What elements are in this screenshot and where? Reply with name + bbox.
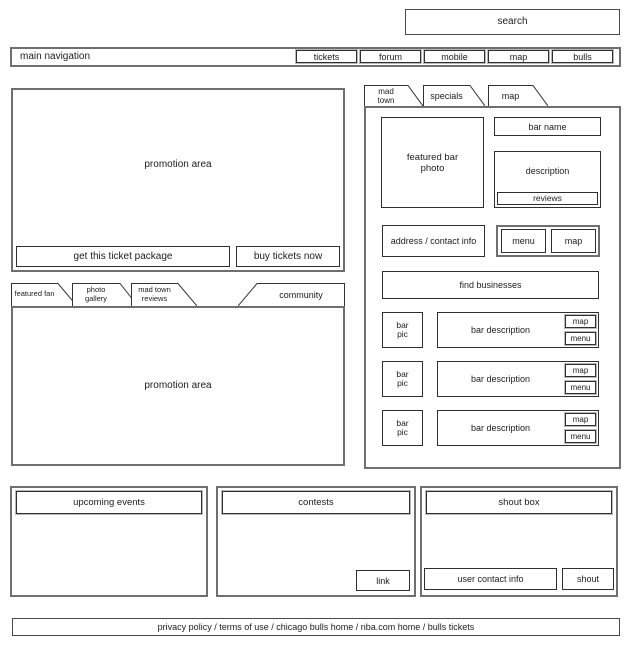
bar-menu-button[interactable]: menu: [565, 381, 596, 394]
tab-specials-label: specials: [430, 90, 463, 101]
bar-pic-label: bar pic: [396, 368, 409, 388]
shout-box-header: shout box: [426, 491, 612, 514]
bar-map-button[interactable]: map: [565, 364, 596, 377]
shout-box-panel: [420, 486, 618, 597]
map-button[interactable]: map: [551, 229, 596, 253]
reviews-button[interactable]: reviews: [497, 192, 598, 205]
featured-bar-photo: [381, 117, 484, 208]
upcoming-events-header: upcoming events: [16, 491, 202, 514]
bar-pic: [382, 312, 423, 348]
tab-community-label: community: [279, 289, 323, 300]
main-navigation-bar: [10, 47, 621, 67]
tab-photo-gallery[interactable]: [72, 283, 138, 306]
bar-description: [437, 361, 599, 397]
bar-pic: [382, 410, 423, 446]
menu-map-container: [496, 225, 600, 257]
tab-map[interactable]: [488, 85, 548, 106]
promo-area-2-label: promotion area: [144, 380, 212, 391]
tab-community[interactable]: [238, 283, 345, 306]
menu-button[interactable]: menu: [501, 229, 546, 253]
tab-map-label: map: [501, 90, 520, 101]
bar-menu-button[interactable]: menu: [565, 332, 596, 345]
description-label: description: [525, 166, 570, 176]
search-input[interactable]: search: [405, 9, 620, 35]
buy-tickets-now-button[interactable]: buy tickets now: [236, 246, 340, 267]
bar-map-button[interactable]: map: [565, 413, 596, 426]
contests-panel: [216, 486, 416, 597]
bar-pic: [382, 361, 423, 397]
tab-specials[interactable]: [423, 85, 485, 106]
promo-area-1-label: promotion area: [144, 159, 212, 170]
promo-area-1: [11, 88, 345, 272]
footer-links[interactable]: privacy policy / terms of use / chicago bulls home / nba.com home / bulls tickets: [12, 618, 620, 636]
upcoming-events-panel: [10, 486, 208, 597]
tab-mad-town-reviews-label: mad town reviews: [138, 285, 171, 303]
bar-pic-label: bar pic: [396, 319, 409, 339]
link-button[interactable]: link: [356, 570, 410, 591]
right-panel: [364, 106, 621, 469]
nav-item-mobile[interactable]: mobile: [424, 50, 485, 63]
tab-featured-fan-label: featured fan: [14, 289, 55, 299]
bar-description: [437, 410, 599, 446]
bar-description-label: bar description: [470, 325, 531, 335]
tab-photo-gallery-label: photo gallery: [84, 285, 108, 303]
address-contact-box: address / contact info: [382, 225, 485, 257]
bar-name-box: bar name: [494, 117, 601, 136]
user-contact-info-input[interactable]: user contact info: [424, 568, 557, 590]
bar-row: [366, 410, 619, 446]
bar-row: [366, 312, 619, 348]
nav-item-map[interactable]: map: [488, 50, 549, 63]
tab-mad-town[interactable]: [364, 85, 423, 106]
bar-description: [437, 312, 599, 348]
bar-row: [366, 361, 619, 397]
promo-area-2: [11, 306, 345, 466]
find-businesses-bar[interactable]: find businesses: [382, 271, 599, 299]
bar-description-label: bar description: [470, 423, 531, 433]
nav-item-bulls[interactable]: bulls: [552, 50, 613, 63]
bar-menu-button[interactable]: menu: [565, 430, 596, 443]
nav-item-tickets[interactable]: tickets: [296, 50, 357, 63]
tab-featured-fan[interactable]: [11, 283, 77, 306]
bar-description-label: bar description: [470, 374, 531, 384]
description-box: [494, 151, 601, 208]
bar-map-button[interactable]: map: [565, 315, 596, 328]
tab-mad-town-reviews[interactable]: [131, 283, 197, 306]
main-navigation-label: main navigation: [20, 51, 91, 62]
featured-bar-photo-label: featured bar photo: [406, 151, 459, 174]
tab-mad-town-label: mad town: [377, 86, 395, 105]
contests-header: contests: [222, 491, 410, 514]
bar-pic-label: bar pic: [396, 417, 409, 437]
shout-button[interactable]: shout: [562, 568, 614, 590]
get-ticket-package-button[interactable]: get this ticket package: [16, 246, 230, 267]
nav-item-forum[interactable]: forum: [360, 50, 421, 63]
